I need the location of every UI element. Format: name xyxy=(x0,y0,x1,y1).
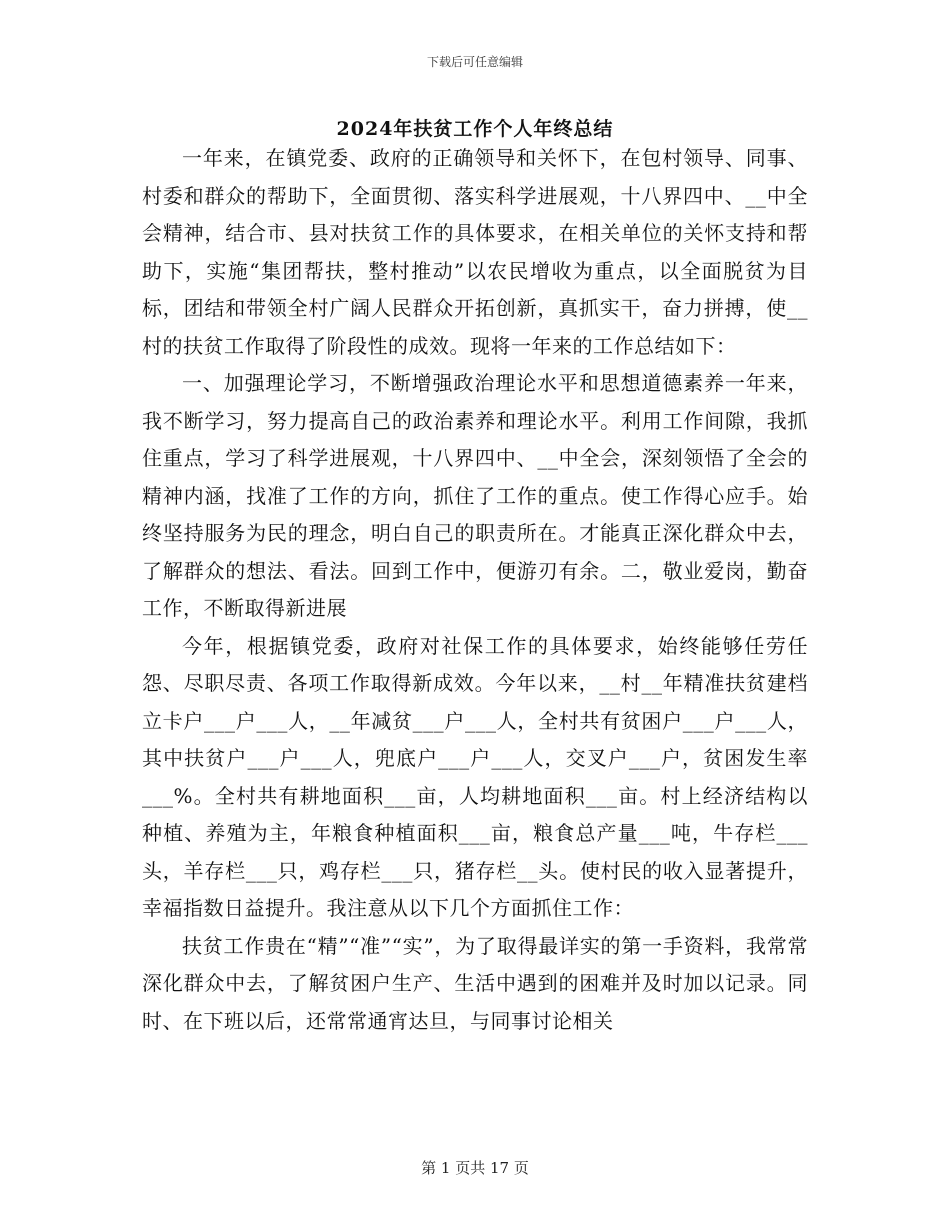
paragraph-theory-study: 一、加强理论学习，不断增强政治理论水平和思想道德素养一年来，我不断学习，努力提高自己的政治素养和理论水平。利用工作间隙，我抓住重点，学习了科学进展观，十八界四中、__中全会，深刻领悟了全会的精神内涵，找准了工作的方向，抓住了工作的重点。使工作得心应手。始终坚持服务为民的理念，明白自己的职责所在。才能真正深化群众中去，了解群众的想法、看法。回到工作中，便游刃有余。二，敬业爱岗，勤奋工作，不断取得新进展 xyxy=(142,371,808,620)
page-number: 第 1 页共 17 页 xyxy=(421,1159,529,1177)
document-body xyxy=(142,140,808,1040)
paragraph-poverty-work: 扶贫工作贵在“精”“准”“实”，为了取得最详实的第一手资料，我常常深化群众中去，了解贫困户生产、生活中遇到的困难并及时加以记录。同时、在下班以后，还常常通宵达旦，与同事讨论相关 xyxy=(142,933,808,1033)
header-note: 下载后可任意编辑 xyxy=(426,55,523,69)
document-title: 2024年扶贫工作个人年终总结 xyxy=(336,118,614,140)
paragraph-this-year: 今年，根据镇党委，政府对社保工作的具体要求，始终能够任劳任怨、尽职尽责、各项工作取得新成效。今年以来，__村__年精准扶贫建档立卡户___户___人，__年减贫___户___人，全村共有贫困户___户___人，其中扶贫户___户___人，兜底户___户___人，交叉户___户，贫困发生率___%。全村共有耕地面积___亩，人均耕地面积___亩。村上经济结构以种植、养殖为主，年粮食种植面积___亩，粮食总产量___吨，牛存栏___头，羊存栏___只，鸡存栏___只，猪存栏__头。使村民的收入显著提升，幸福指数日益提升。我注意从以下几个方面抓住工作： xyxy=(142,633,808,920)
paragraph-intro: 一年来，在镇党委、政府的正确领导和关怀下，在包村领导、同事、村委和群众的帮助下，全面贯彻、落实科学进展观，十八界四中、__中全会精神，结合市、县对扶贫工作的具体要求，在相关单位的关怀支持和帮助下，实施“集团帮扶，整村推动”以农民增收为重点，以全面脱贫为目标，团结和带领全村广阔人民群众开拓创新，真抓实干，奋力拼搏，使__村的扶贫工作取得了阶段性的成效。现将一年来的工作总结如下： xyxy=(142,146,808,358)
